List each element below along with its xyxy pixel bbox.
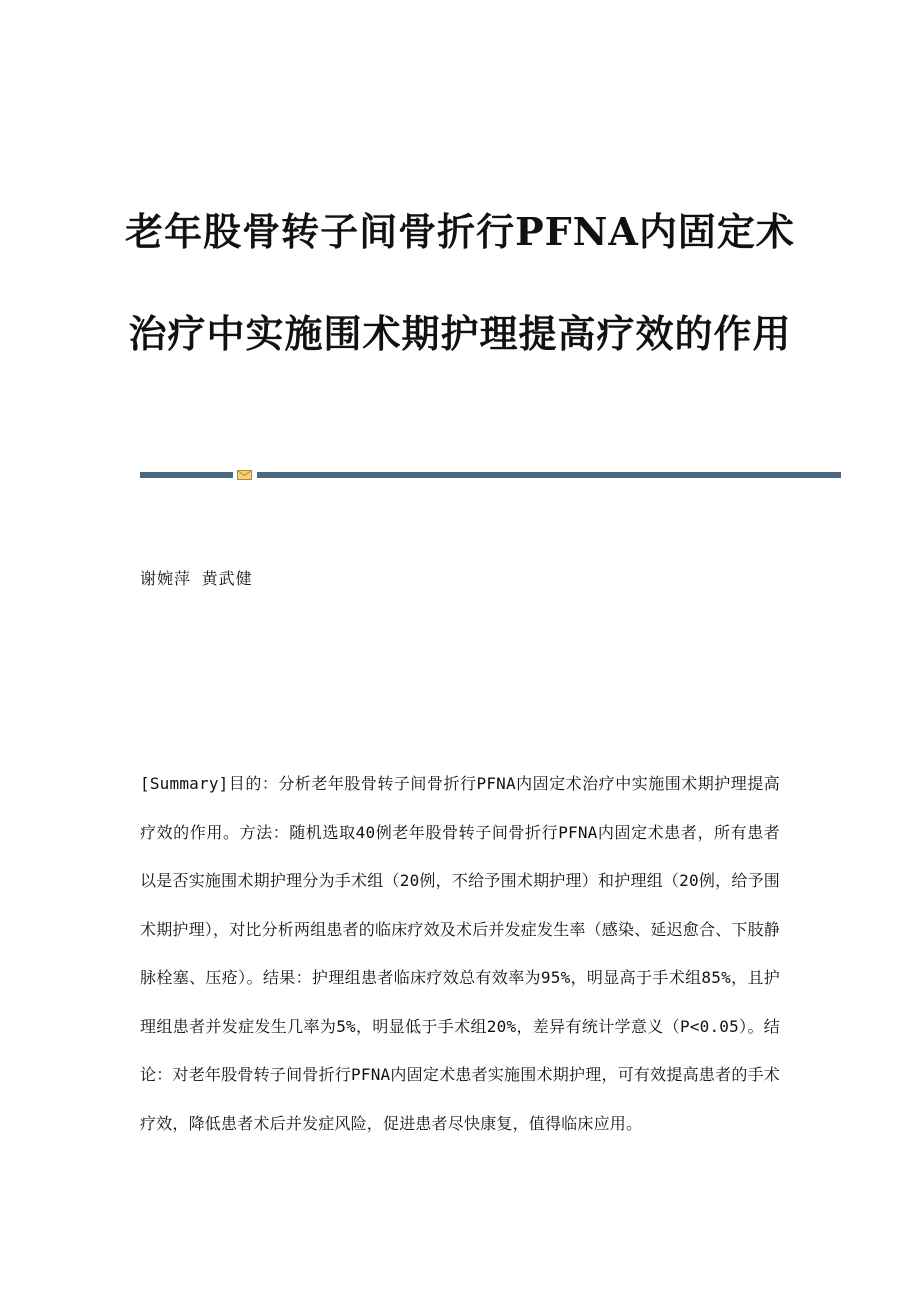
title-divider xyxy=(140,470,841,480)
envelope-icon xyxy=(237,470,252,480)
title-line-2: 治疗中实施围术期护理提高疗效的作用 xyxy=(128,311,792,356)
abstract: [Summary]目的：分析老年股骨转子间骨折行PFNA内固定术治疗中实施围术期护理提高疗效的作用。方法：随机选取40例老年股骨转子间骨折行PFNA内固定术患者，所有患者以是否实施围术期护理分为手术组（20例，不给予围术期护理）和护理组（20例，给予围术期护理），对比分析两组患者的临床疗效及术后并发症发生率（感染、延迟愈合、下肢静脉栓塞、压疮）。结果：护理组患者临床疗效总有效率为95%，明显高于手术组85%，且护理组患者并发症发生几率为5%，明显低于手术组20%，差异有统计学意义（P<0.05）。结论：对老年股骨转子间骨折行PFNA内固定术患者实施围术期护理，可有效提高患者的手术疗效，降低患者术后并发症风险，促进患者尽快康复，值得临床应用。 xyxy=(140,774,781,1133)
divider-bar-left xyxy=(140,472,233,478)
title-line-1: 老年股骨转子间骨折行PFNA内固定术 xyxy=(125,209,795,254)
divider-bar-right xyxy=(257,472,841,478)
title-block xyxy=(100,208,820,358)
authors: 谢婉萍 黄武健 xyxy=(140,569,253,588)
